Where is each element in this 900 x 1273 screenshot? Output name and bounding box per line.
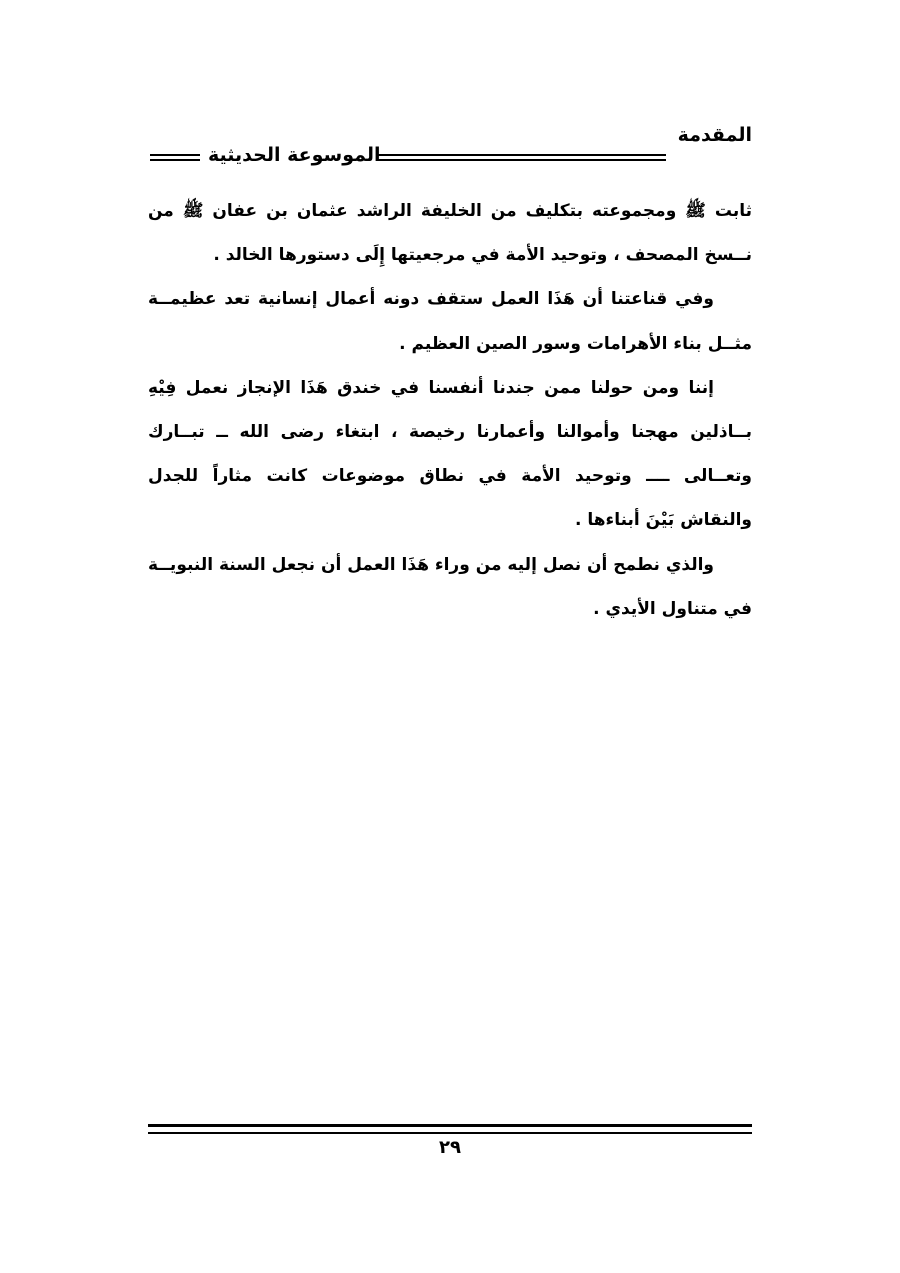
header-rule-long [376,154,666,161]
paragraph: إننا ومن حولنا ممن جندنا أنفسنا في خندق هَذَا الإنجاز نعمل فِيْهِ بــاذلين مهجنا وأموالنا وأعمارنا رخيصة ، ابتغاء رضى الله ــ تبــارك وتعــالى ــــ وتوحيد الأمة في نطاق موضوعات كانت مثاراً للجدل والنقاش بَيْنَ أبناءها . [148,377,752,531]
page-number: ٢٩ [439,1137,461,1158]
footer-rule [148,1124,752,1134]
book-title: الموسوعة الحديثية [208,144,381,166]
body-text [148,189,752,631]
paragraph: وفي قناعتنا أن هَذَا العمل ستقف دونه أعمال إنسانية تعد عظيمــة مثــل بناء الأهرامات وسور الصين العظيم . [148,289,752,354]
section-title: المقدمة [677,124,752,146]
paragraph: والذي نطمح أن نصل إليه من وراء هَذَا العمل أن نجعل السنة النبويــة في متناول الأيدي . [148,554,752,619]
page-header [148,118,752,168]
header-rule-short [150,154,200,161]
paragraph: ثابت ﷺ ومجموعته بتكليف من الخليفة الراشد عثمان بن عفان ﷺ من نــسخ المصحف ، وتوحيد الأمة في مرجعيتها إِلَى دستورها الخالد . [148,201,752,266]
